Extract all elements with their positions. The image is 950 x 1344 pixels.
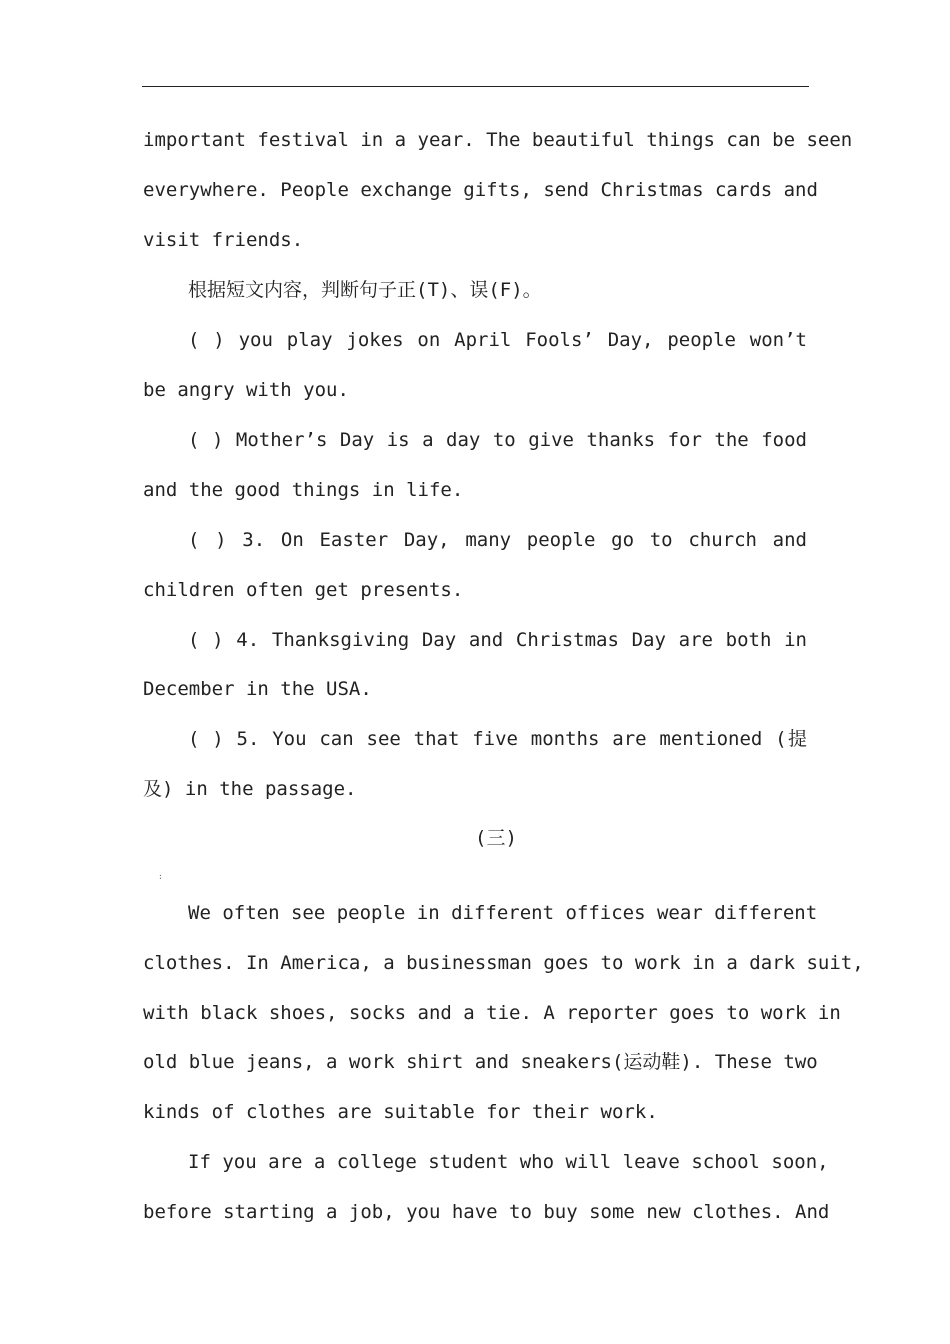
question-5-line: ( ) 5. You can see that five months are mentioned (提 xyxy=(188,728,807,750)
passage-line: If you are a college student who will leave school soon, xyxy=(188,1151,829,1173)
passage-line: with black shoes, socks and a tie. A reporter goes to work in xyxy=(143,1002,841,1024)
passage-line: old blue jeans, a work shirt and sneakers(运动鞋). These two xyxy=(143,1051,818,1073)
passage-line: We often see people in different offices wear different xyxy=(188,902,818,924)
passage-line: visit friends. xyxy=(143,229,304,251)
section-heading: (三) xyxy=(475,827,517,849)
small-mark: : xyxy=(158,872,163,881)
passage-line: kinds of clothes are suitable for their work. xyxy=(143,1101,658,1123)
question-4-continuation: December in the USA. xyxy=(143,678,372,700)
passage-line: before starting a job, you have to buy some new clothes. And xyxy=(143,1201,830,1223)
question-2-line: ( ) Mother’s Day is a day to give thanks for the food xyxy=(188,429,807,451)
passage-line: important festival in a year. The beautiful things can be seen xyxy=(143,129,853,151)
question-1-continuation: be angry with you. xyxy=(143,379,349,401)
header-rule xyxy=(142,86,809,87)
question-3-continuation: children often get presents. xyxy=(143,579,464,601)
passage-line: everywhere. People exchange gifts, send Christmas cards and xyxy=(143,179,818,201)
question-4-line: ( ) 4. Thanksgiving Day and Christmas Day are both in xyxy=(188,629,807,651)
question-5-continuation: 及) in the passage. xyxy=(143,778,357,800)
question-1-line: ( ) you play jokes on April Fools’ Day, people won’t xyxy=(188,329,807,351)
instruction-line: 根据短文内容，判断句子正(T)、误(F)。 xyxy=(188,279,542,301)
passage-line: clothes. In America, a businessman goes to work in a dark suit, xyxy=(143,952,864,974)
question-3-line: ( ) 3. On Easter Day, many people go to church and xyxy=(188,529,807,551)
question-2-continuation: and the good things in life. xyxy=(143,479,464,501)
